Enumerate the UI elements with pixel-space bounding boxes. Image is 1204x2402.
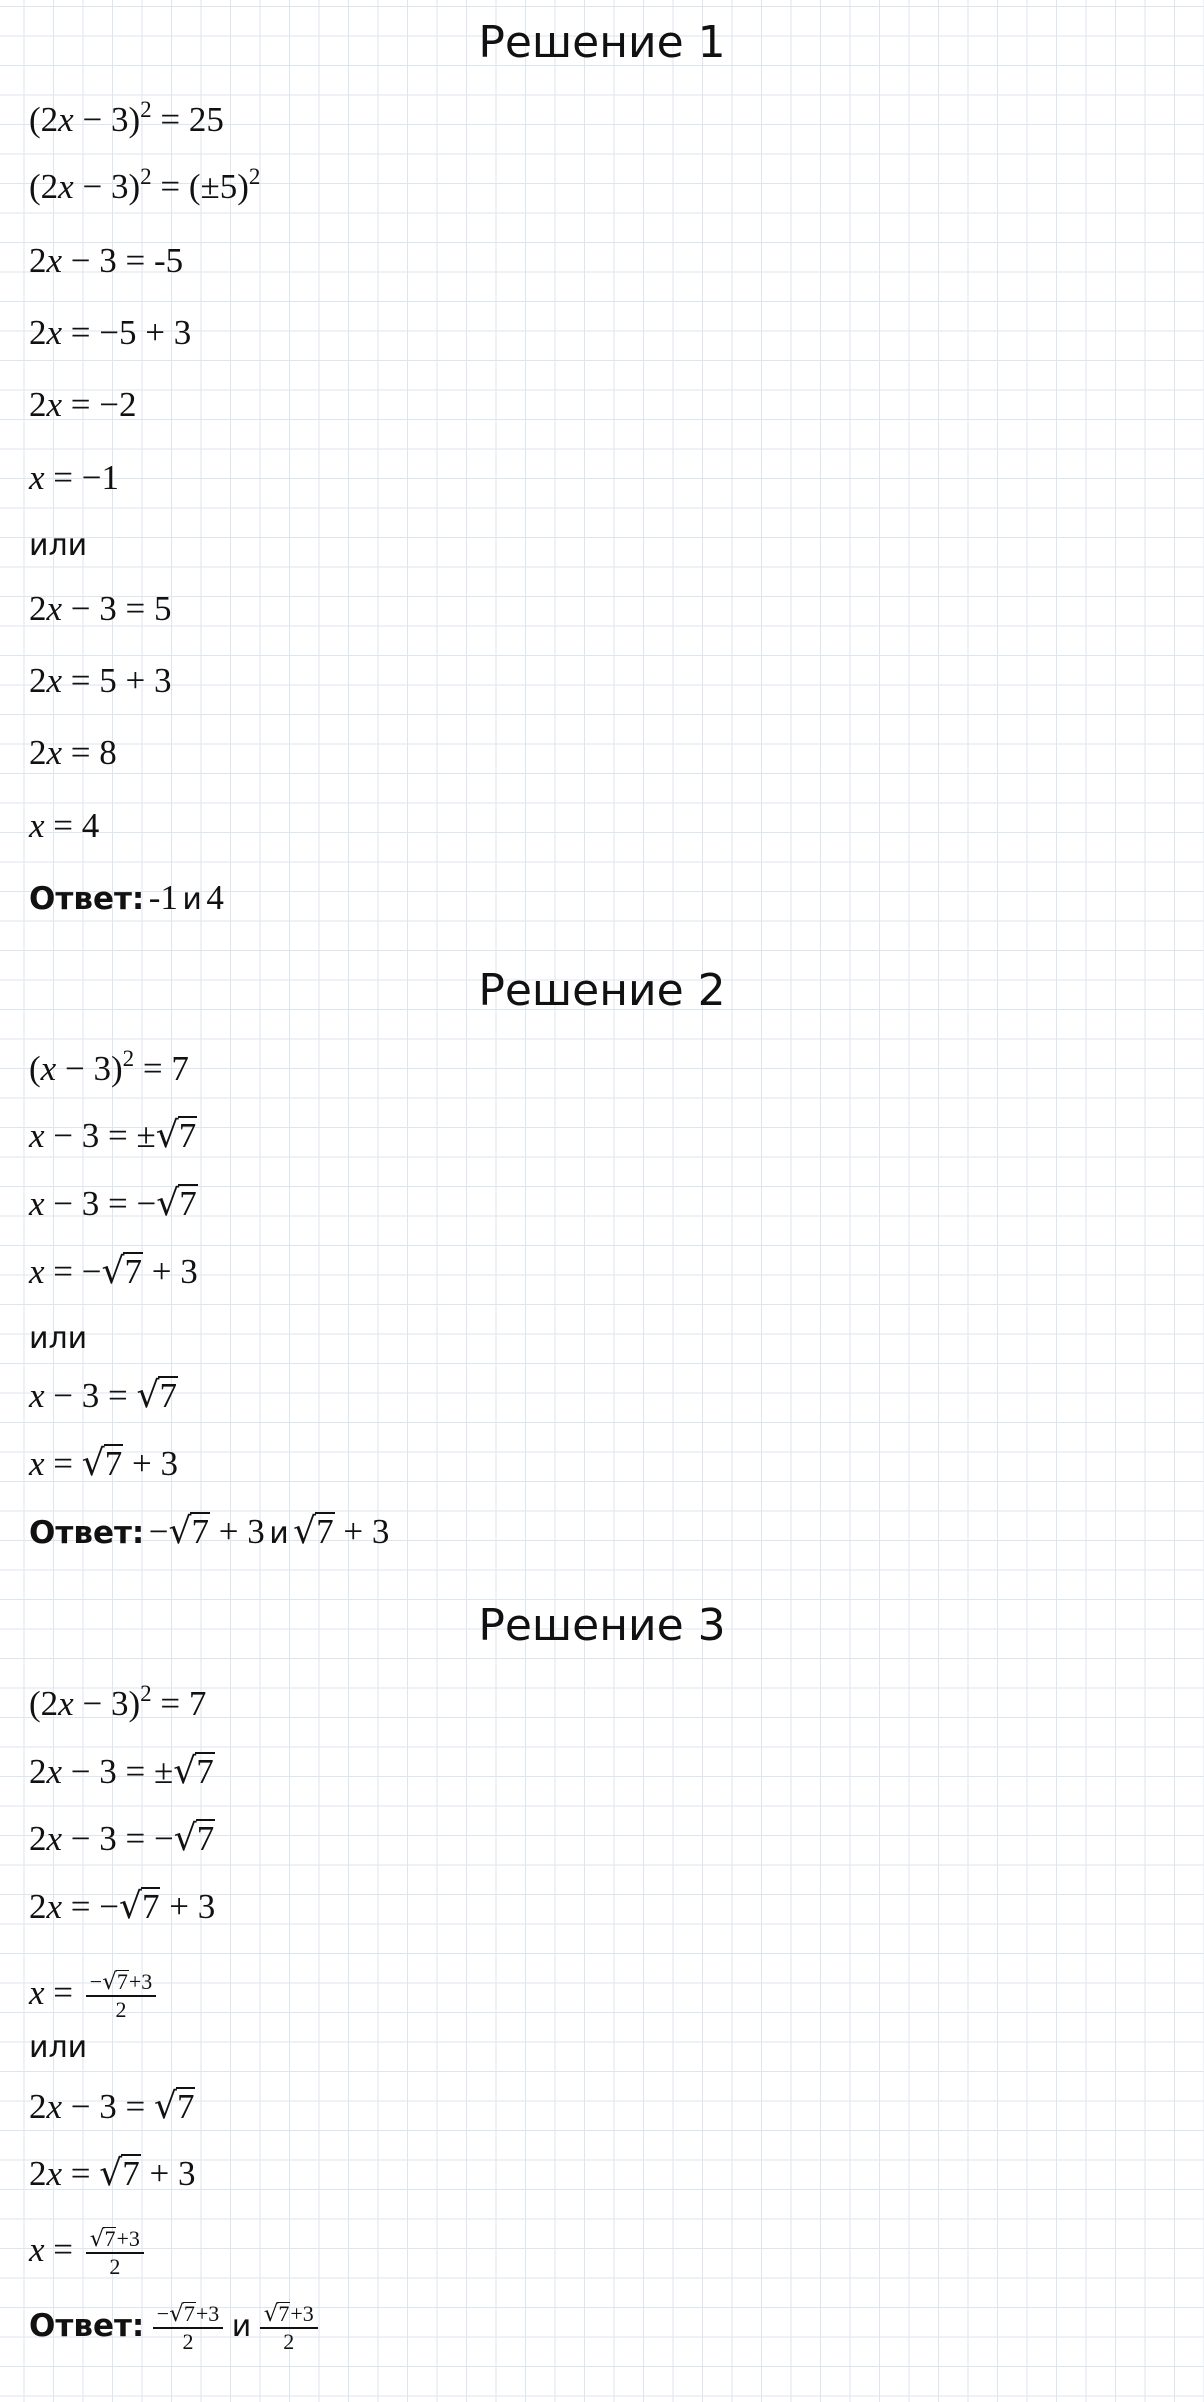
fraction: $\frac{-√7+3}{2}$ — [86, 1970, 157, 2021]
s1-or-text: или — [29, 528, 88, 563]
s1-equation-3: 2x − 3 = -5 — [29, 241, 184, 280]
solution-3-title: Решение 3 — [478, 1600, 726, 1651]
s2-answer: Ответ: −√7 + 3 и √7 + 3 — [29, 1511, 390, 1552]
s1-equation-1: $(2x - 3)^2 = 25$ — [29, 97, 224, 139]
s2-equation-5: x − 3 = √7 — [29, 1375, 177, 1416]
s3-answer: Ответ: $\frac{-√7+3}{2}$ и $\frac{√7+3}{2}$ — [29, 2290, 322, 2360]
s2-or-text: или — [29, 1321, 88, 1356]
solution-2-title: Решение 2 — [478, 965, 726, 1016]
s2-equation-2: x − 3 = ±√7 — [29, 1115, 197, 1156]
s3-equation-1: $(2x - 3)^2 = 7$ — [29, 1681, 207, 1723]
s1-equation-9: 2x = 8 — [29, 733, 117, 772]
s1-equation-6: x = −1 — [29, 458, 120, 497]
answer-label: Ответ: — [29, 1515, 145, 1551]
s3-or-text: или — [29, 2030, 88, 2065]
s1-equation-10: x = 4 — [29, 806, 100, 845]
s3-equation-7: 2x = √7 + 3 — [29, 2153, 196, 2194]
s3-equation-3: 2x − 3 = −√7 — [29, 1818, 215, 1859]
s2-equation-3: x − 3 = −√7 — [29, 1183, 197, 1224]
answer-label: Ответ: — [29, 881, 145, 917]
s1-equation-7: 2x − 3 = 5 — [29, 589, 172, 628]
s1-equation-5: 2x = −2 — [29, 385, 137, 424]
s1-answer: Ответ: -1 и 4 — [29, 878, 224, 917]
fraction: $\frac{√7+3}{2}$ — [260, 2302, 318, 2353]
answer-label: Ответ: — [29, 2308, 145, 2344]
s1-equation-2: $(2x - 3)^2 = (\pm 5)^2$ — [29, 164, 261, 206]
s2-equation-4: x = −√7 + 3 — [29, 1251, 198, 1292]
fraction: $\frac{-√7+3}{2}$ — [153, 2302, 224, 2353]
solution-1-title: Решение 1 — [478, 17, 726, 68]
s2-equation-6: x = √7 + 3 — [29, 1443, 178, 1484]
s1-equation-8: 2x = 5 + 3 — [29, 661, 172, 700]
s3-equation-6: 2x − 3 = √7 — [29, 2086, 195, 2127]
s2-equation-1: $(x - 3)^2 = 7$ — [29, 1046, 189, 1088]
s3-equation-5: x = $\frac{-√7+3}{2}$ — [29, 1958, 160, 2028]
fraction: $\frac{√7+3}{2}$ — [86, 2227, 144, 2278]
s3-equation-8: x = $\frac{√7+3}{2}$ — [29, 2215, 148, 2285]
s3-equation-2: 2x − 3 = ±√7 — [29, 1751, 214, 1792]
s3-equation-4: 2x = −√7 + 3 — [29, 1886, 216, 1927]
s1-equation-4: 2x = −5 + 3 — [29, 313, 192, 352]
